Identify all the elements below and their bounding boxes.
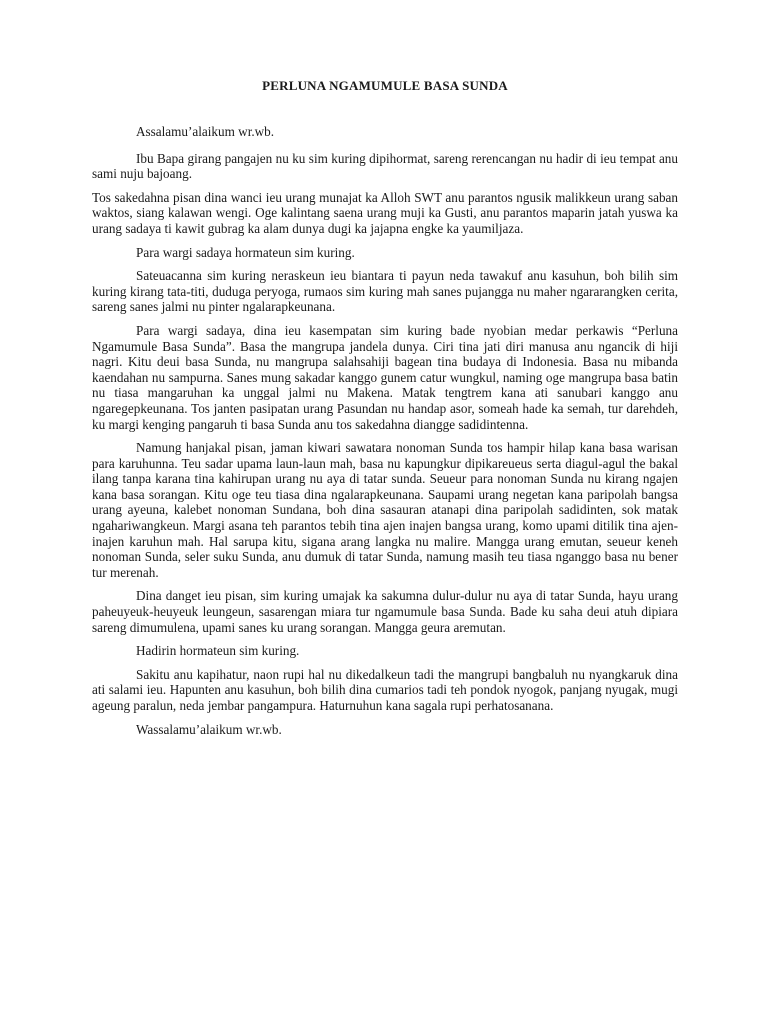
body-paragraph: Tos sakedahna pisan dina wanci ieu urang munajat ka Alloh SWT anu parantos ngusik malikkeun urang saban waktos, siang kalawan wengi. Oge kalintang saena urang muji ka Gusti, anu parantos maparin jatah yuswa ka urang sadaya ti kawit gubrag ka alam dunya dugi ka jajapna engke ka yaumiljaza. (92, 189, 678, 236)
body-paragraph: Hadirin hormateun sim kuring. (136, 643, 300, 659)
document-title: PERLUNA NGAMUMULE BASA SUNDA (262, 78, 508, 93)
closing-paragraph: Wassalamu’alaikum wr.wb. (136, 721, 282, 737)
body-paragraph: Ibu Bapa girang pangajen nu ku sim kuring dipihormat, sareng rerencangan nu hadir di ieu tempat anu sami nuju bajoang. (92, 150, 678, 182)
document-page (92, 78, 678, 745)
body-paragraph: Namung hanjakal pisan, jaman kiwari sawatara nonoman Sunda tos hampir hilap kana basa warisan para karuhunna. Teu sadar upama laun-laun mah, basa nu kapungkur dipikareueus serta diagul-agul the bakal ilang tanpa karana tina kahirupan urang nu aya di tatar sunda. Seueur para nonoman Sunda nu kirang ngajen kana basa sorangan. Kitu oge teu tiasa dina ngalarapkeunana. Saupami urang negetan kana paripolah bangsa urang ayeuna, kalebet nonoman Sundana, boh dina sasauran atanapi dina paripolah sadidinten, sok matak ngahariwangkeun. Margi asana teh parantos tebih tina ajen inajen bangsa urang, komo upami ditilik tina ajen-inajen karuhun mah. Hal sarupa kitu, sigana arang langka nu malire. Mangga urang emutan, seueur keneh nonoman Sunda, seler suku Sunda, anu dumuk di tatar Sunda, namung masih teu tiasa nganggo basa nu bener tur merenah. (92, 440, 678, 580)
body-paragraph: Para wargi sadaya, dina ieu kasempatan sim kuring bade nyobian medar perkawis “Perluna Ngamumule Basa Sunda”. Basa the mangrupa jandela dunya. Ciri tina jati diri manusa anu ngancik di hiji nagri. Kitu deui basa Sunda, nu mangrupa salahsahiji bagean tina budaya di Indonesia. Basa nu mibanda kaendahan nu sampurna. Sanes mung sakadar kanggo gunem catur wungkul, naming oge mangrupa basa batin nu tiasa mangaruhan ka unggal jalmi nu Makena. Matak tengtrem kana ati sanubari kanggo anu ngaregepkeunana. Tos janten pasipatan urang Pasundan nu handap asor, someah hade ka semah, tur darehdeh, ku margi kenging pangaruh ti basa Sunda anu tos sakedahna diangge sadidintenna. (92, 322, 678, 432)
body-paragraph: Sateuacanna sim kuring neraskeun ieu biantara ti payun neda tawakuf anu kasuhun, boh bilih sim kuring kirang tata-titi, duduga peryoga, rumaos sim kuring mah sanes pujangga nu maher ngararangken cerita, sareng sanes jalmi nu pinter ngalarapkeunana. (92, 268, 678, 315)
body-paragraph: Sakitu anu kapihatur, naon rupi hal nu dikedalkeun tadi the mangrupi bangbaluh nu nyangkaruk dina ati salami ieu. Hapunten anu kasuhun, boh bilih dina cumarios tadi teh pondok nyogok, panjang nyugak, mugi ageung paralun, neda jembar pangampura. Haturnuhun kana sagala rupi perhatosanana. (92, 666, 678, 713)
body-paragraph: Dina danget ieu pisan, sim kuring umajak ka sakumna dulur-dulur nu aya di tatar Sunda, hayu urang paheuyeuk-heuyeuk leungeun, sasarengan miara tur ngamumule basa Sunda. Bade ku saha deui atuh dipiara sareng dimumulena, upami sanes ku urang sorangan. Mangga geura aremutan. (92, 588, 678, 635)
body-paragraph: Para wargi sadaya hormateun sim kuring. (136, 244, 355, 260)
greeting-paragraph: Assalamu’alaikum wr.wb. (136, 124, 275, 139)
